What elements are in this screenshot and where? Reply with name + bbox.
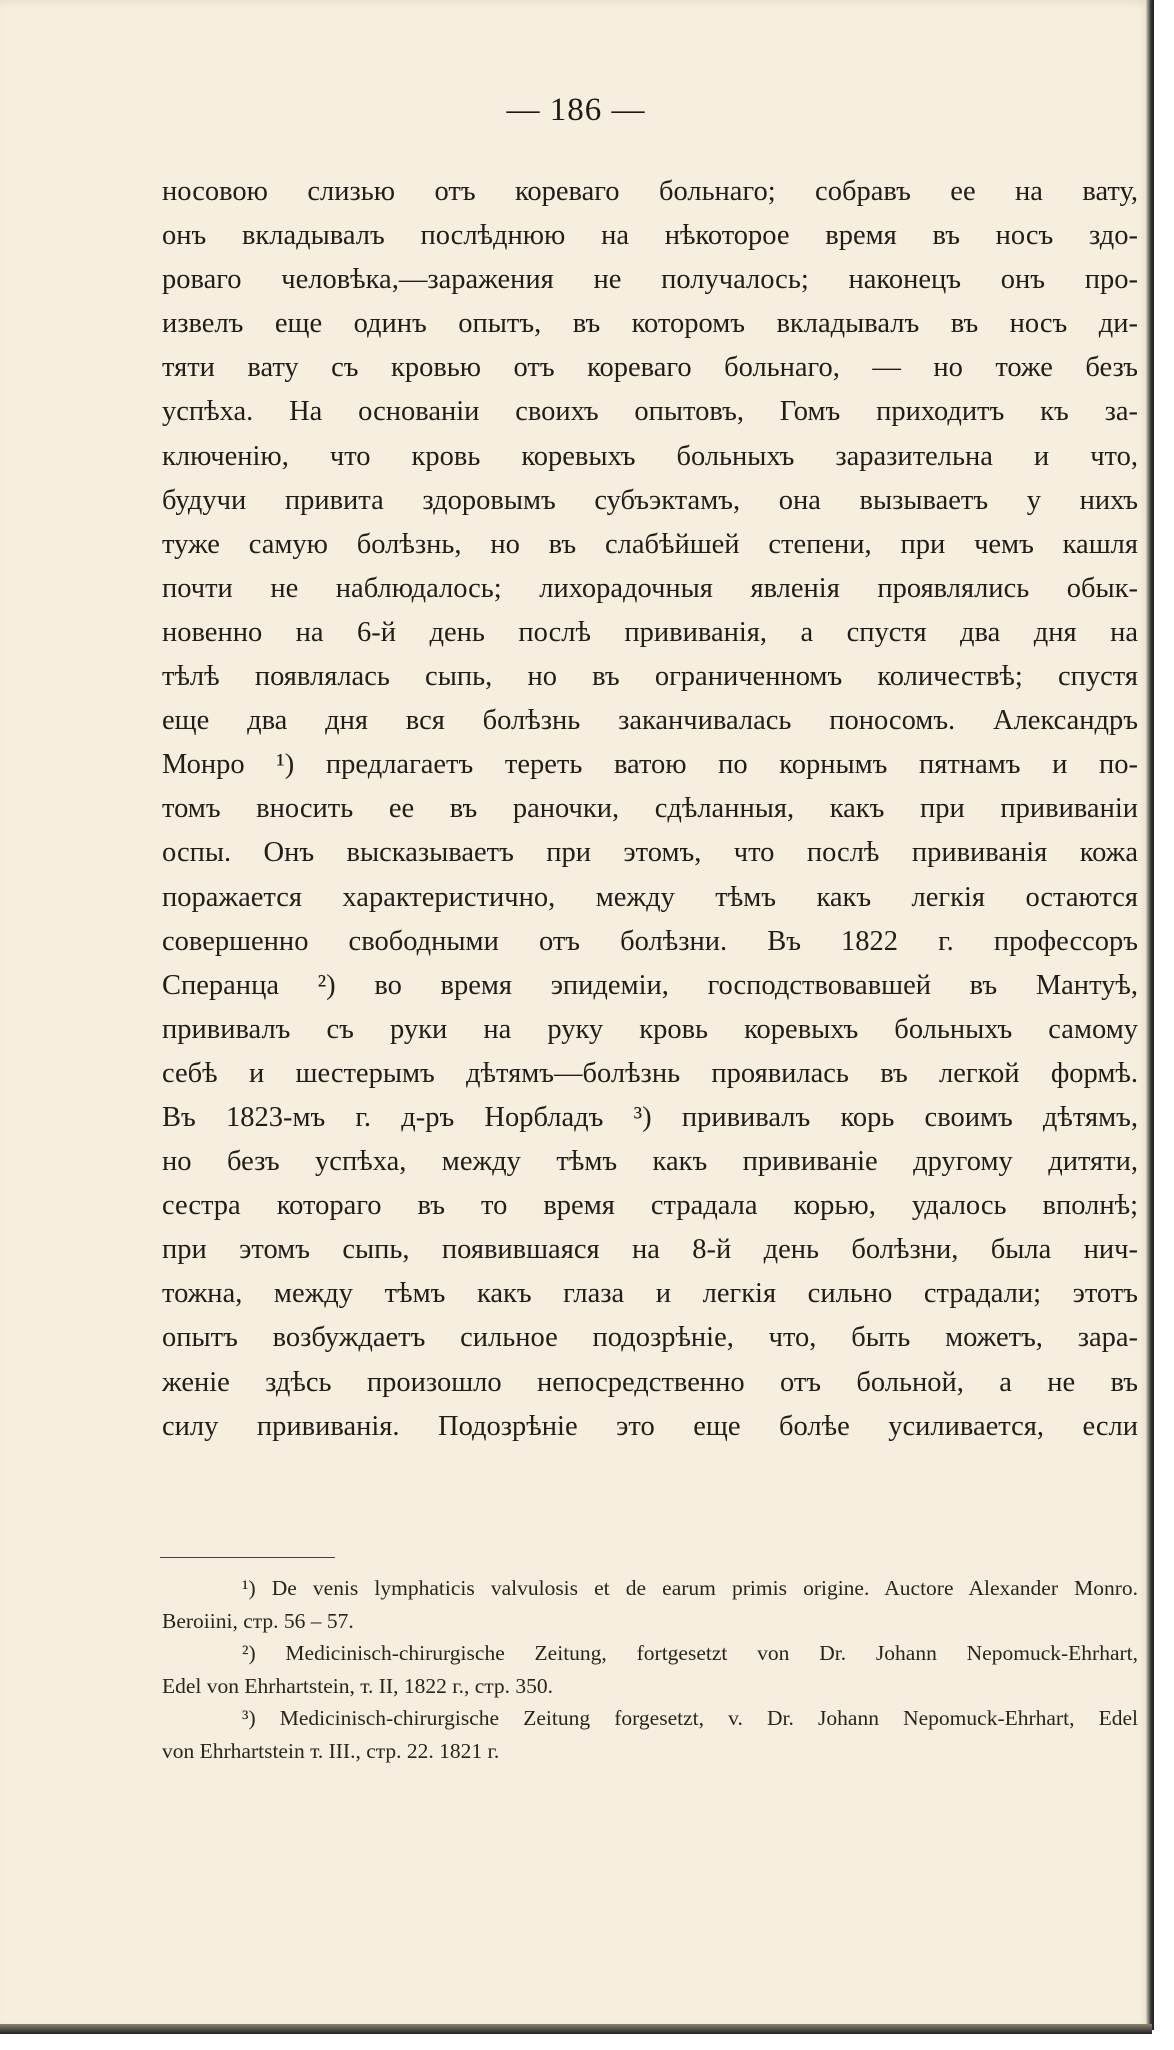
- text-line: еще два дня вся болѣзнь заканчивалась поносомъ. Александръ: [162, 705, 1138, 737]
- text-line: туже самую болѣзнь, но въ слабѣйшей степени, при чемъ кашля: [162, 528, 1138, 560]
- text-line: онъ вкладывалъ послѣднюю на нѣкоторое время въ носъ здо-: [162, 220, 1138, 252]
- text-line: Въ 1823-мъ г. д-ръ Норбладъ ³) прививалъ корь своимъ дѣтямъ,: [162, 1101, 1138, 1133]
- footnote-2-line: Edel von Ehrhartstein, т. II, 1822 г., стр. 350.: [162, 1673, 554, 1698]
- page-edge-shadow: [1146, 0, 1154, 2030]
- footnote-1-line: ¹) De venis lymphaticis valvulosis et de earum primis origine. Auctore Alexander Monro.: [242, 1576, 1138, 1600]
- footnotes: [162, 1572, 1138, 1767]
- text-line: опытъ возбуждаетъ сильное подозрѣніе, что, быть можетъ, зара-: [162, 1322, 1138, 1354]
- page-number: — 186 —: [506, 92, 646, 128]
- footnote-2-line: ²) Medicinisch-chirurgische Zeitung, fortgesetzt von Dr. Johann Nepomuck-Ehrhart,: [242, 1641, 1138, 1665]
- text-line: томъ вносить ее въ раночки, сдѣланныя, какъ при прививаніи: [162, 793, 1138, 825]
- text-line: прививалъ съ руки на руку кровь коревыхъ больныхъ самому: [162, 1013, 1138, 1045]
- text-line: при этомъ сыпь, появившаяся на 8-й день болѣзни, была нич-: [162, 1234, 1138, 1266]
- text-line: силу прививанія. Подозрѣніе это еще болѣе усиливается, если: [162, 1410, 1138, 1442]
- text-line: новенно на 6-й день послѣ прививанія, а спустя два дня на: [162, 616, 1138, 648]
- footnote-3-line: von Ehrhartstein т. III., стр. 22. 1821 г.: [162, 1738, 500, 1763]
- footnote-1-line: Beroiini, стр. 56 – 57.: [162, 1608, 354, 1633]
- text-line: сестра котораго въ то время страдала корью, удалось вполнѣ;: [162, 1190, 1138, 1222]
- text-line: но безъ успѣха, между тѣмъ какъ прививаніе другому дитяти,: [162, 1146, 1138, 1178]
- text-line: себѣ и шестерымъ дѣтямъ—болѣзнь проявилась въ легкой формѣ.: [162, 1057, 1138, 1089]
- text-line: носовою слизью отъ кореваго больнаго; собравъ ее на вату,: [162, 176, 1138, 207]
- text-line: будучи привита здоровымъ субъэктамъ, она вызываетъ у нихъ: [162, 484, 1138, 516]
- text-line: почти не наблюдалось; лихорадочныя явленія проявлялись обык-: [162, 572, 1138, 604]
- text-line: успѣха. На основаніи своихъ опытовъ, Гомъ приходитъ къ за-: [162, 396, 1138, 428]
- text-line: Сперанца ²) во время эпидеміи, господствовавшей въ Мантуѣ,: [162, 969, 1138, 1001]
- text-line: извелъ еще одинъ опытъ, въ которомъ вкладывалъ въ носъ ди-: [162, 308, 1138, 340]
- text-line: тѣлѣ появлялась сыпь, но въ ограниченномъ количествѣ; спустя: [162, 661, 1138, 693]
- text-line: поражается характеристично, между тѣмъ какъ легкія остаются: [162, 881, 1138, 913]
- text-line: женіе здѣсь произошло непосредственно отъ больной, а не въ: [162, 1366, 1138, 1398]
- footnote-divider: [160, 1557, 335, 1558]
- footnote-3-line: ³) Medicinisch-chirurgische Zeitung forgesetzt, v. Dr. Johann Nepomuck-Ehrhart, Edel: [242, 1706, 1138, 1730]
- text-line: Монро ¹) предлагаетъ тереть ватою по корнымъ пятнамъ и по-: [162, 749, 1138, 781]
- page-bottom-edge: [0, 2024, 1152, 2034]
- text-line: совершенно свободными отъ болѣзни. Въ 1822 г. профессоръ: [162, 925, 1138, 957]
- text-line: тожна, между тѣмъ какъ глаза и легкія сильно страдали; этотъ: [162, 1278, 1138, 1310]
- text-line: ключенію, что кровь коревыхъ больныхъ заразительна и что,: [162, 440, 1138, 472]
- text-line: оспы. Онъ высказываетъ при этомъ, что послѣ прививанія кожа: [162, 837, 1138, 869]
- main-text: [162, 170, 1138, 1449]
- text-line: роваго человѣка,—заражения не получалось; наконецъ онъ про-: [162, 264, 1138, 296]
- text-line: тяти вату съ кровью отъ кореваго больнаго, — но тоже безъ: [162, 352, 1138, 384]
